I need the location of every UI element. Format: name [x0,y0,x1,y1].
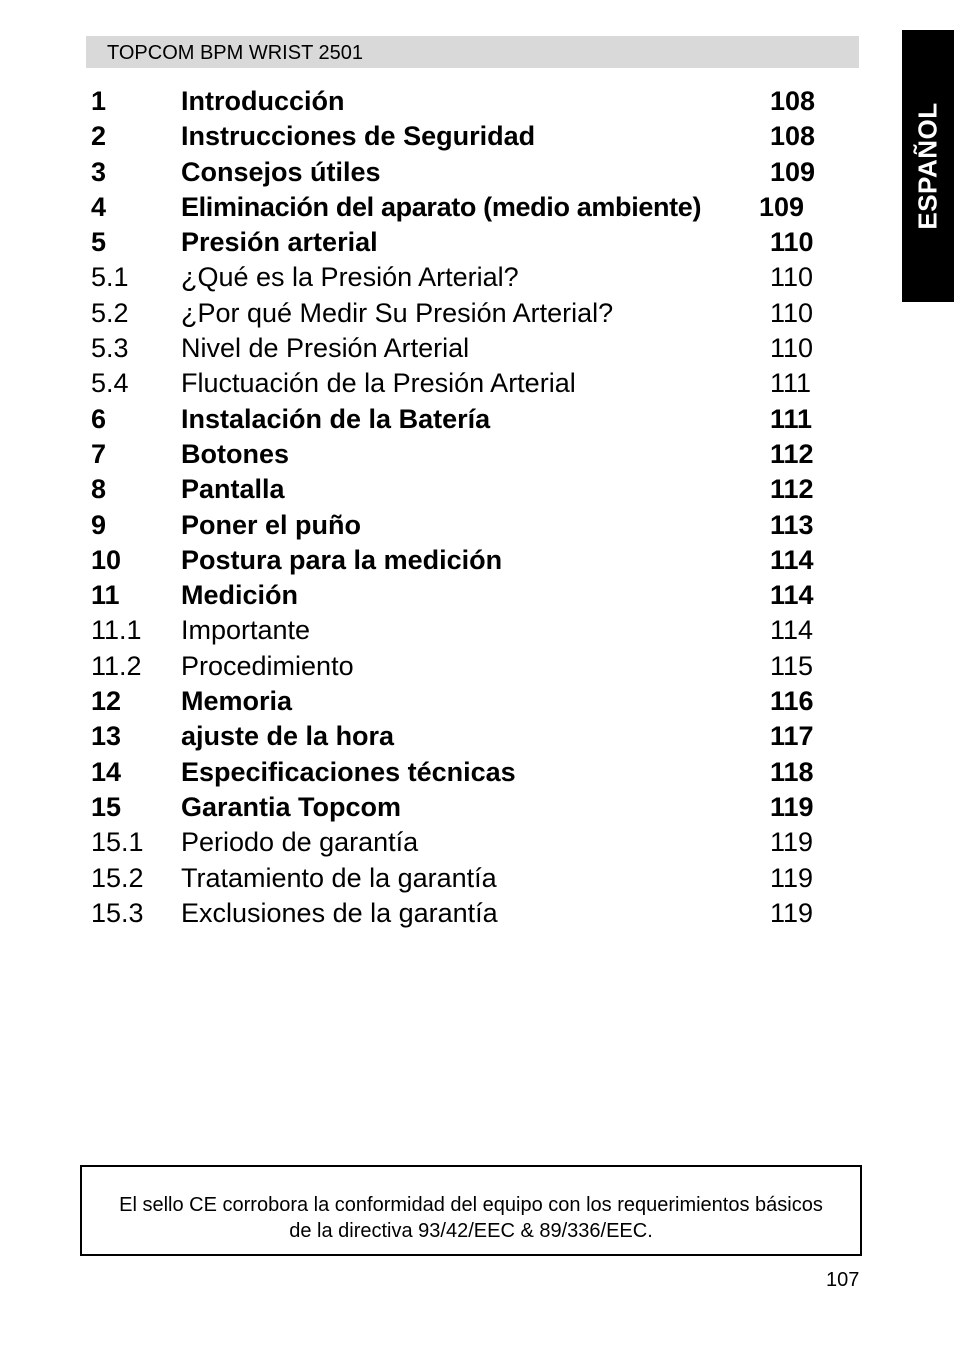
toc-entry-number: 12 [91,686,122,717]
toc-entry-page: 112 [770,438,814,469]
toc-entry-title: Presión arterial [181,227,378,258]
toc-entry[interactable] [91,825,851,860]
toc-entry-page: 112 [770,474,814,505]
language-tab-label: ESPAÑOL [912,102,943,230]
toc-entry-title: Tratamiento de la garantía [181,862,497,893]
toc-entry-page: 114 [770,544,814,575]
toc-entry-number: 6 [91,403,107,434]
toc-entry-title: Nivel de Presión Arterial [181,333,470,364]
toc-entry-number: 11.1 [91,615,142,646]
toc-entry[interactable] [91,578,851,613]
toc-entry-page: 109 [759,191,805,222]
toc-entry-number: 15.1 [91,827,144,858]
toc-entry-title: Medición [181,580,299,611]
toc-entry-number: 8 [91,474,107,505]
toc-entry[interactable] [91,402,851,437]
toc-entry[interactable] [91,119,851,154]
toc-entry-title: Fluctuación de la Presión Arterial [181,368,576,399]
toc-entry-title: Instrucciones de Seguridad [181,121,536,152]
toc-entry[interactable] [91,296,851,331]
toc-entry-number: 2 [91,121,107,152]
toc-entry-page: 110 [770,227,814,258]
toc-entry-page: 109 [770,156,816,187]
toc-entry-number: 5.4 [91,368,129,399]
toc-entry-page: 110 [770,262,814,293]
toc-entry-number: 15.3 [91,897,144,928]
toc-entry[interactable] [91,155,851,190]
toc-entry-page: 119 [770,862,814,893]
toc-entry-title: Introducción [181,86,345,116]
toc-entry[interactable] [91,896,851,931]
ce-notice-box [80,1165,862,1256]
toc-entry-number: 5.1 [91,262,129,293]
toc-entry-title: Periodo de garantía [181,827,419,858]
toc-entry-page: 111 [770,368,812,399]
toc-entry-title: Exclusiones de la garantía [181,897,498,928]
toc-entry-title: Botones [181,438,289,469]
toc-entry-title: Postura para la medición [181,544,503,575]
toc-entry[interactable] [91,472,851,507]
header-title: TOPCOM BPM WRIST 2501 [107,42,363,64]
toc-entry-page: 113 [770,509,814,540]
toc-entry-number: 13 [91,721,122,752]
toc-entry-page: 119 [770,897,814,928]
toc-entry[interactable] [91,613,851,648]
toc-entry-page: 119 [770,791,814,822]
toc-entry-number: 10 [91,544,122,575]
toc-entry-number: 3 [91,156,107,187]
toc-entry-page: 111 [770,403,813,434]
toc-entry-number: 9 [91,509,107,540]
toc-entry-number: 14 [91,756,122,787]
toc-entry-number: 4 [91,191,107,222]
toc-entry[interactable] [91,861,851,896]
toc-entry[interactable] [91,719,851,754]
toc-entry[interactable] [91,649,851,684]
toc-entry-page: 115 [770,650,814,681]
toc-entry-page: 118 [770,756,814,787]
toc-entry[interactable] [91,190,851,225]
table-of-contents [91,84,851,931]
toc-entry-title: Procedimiento [181,650,354,681]
toc-entry-title: Consejos útiles [181,156,381,187]
toc-entry-page: 116 [770,686,814,717]
ce-notice-text [82,1192,860,1244]
toc-entry[interactable] [91,331,851,366]
toc-entry[interactable] [91,260,851,295]
running-header [86,36,859,68]
toc-entry-number: 15 [91,791,122,822]
toc-entry-number: 7 [91,438,107,469]
toc-entry[interactable] [91,684,851,719]
toc-entry-number: 5 [91,227,107,258]
toc-entry-title: Memoria [181,686,293,717]
toc-entry-number: 11 [91,580,120,611]
toc-entry-page: 110 [770,333,814,364]
toc-entry-page: 108 [770,121,816,152]
toc-entry[interactable] [91,508,851,543]
toc-entry-page: 110 [770,297,814,328]
toc-entry-title: Especificaciones técnicas [181,756,516,787]
toc-entry-title: Eliminación del aparato (medio ambiente) [181,191,702,222]
toc-entry-title: ¿Por qué Medir Su Presión Arterial? [181,297,614,328]
toc-entry[interactable] [91,437,851,472]
toc-entry-number: 5.3 [91,333,129,364]
toc-entry-number: 15.2 [91,862,144,893]
toc-entry-title: Garantia Topcom [181,791,402,822]
toc-entry-page: 117 [770,721,814,752]
ce-notice-line-1: El sello CE corrobora la conformidad del equipo con los requerimientos básicos [119,1194,823,1216]
toc-entry-page: 114 [770,580,814,611]
toc-entry[interactable] [91,84,851,119]
toc-entry-title: Pantalla [181,474,285,505]
toc-entry-title: Instalación de la Batería [181,403,491,434]
toc-entry-title: Importante [181,615,311,646]
toc-entry-number: 1 [91,86,107,116]
toc-entry-number: 5.2 [91,297,129,328]
toc-entry[interactable] [91,225,851,260]
toc-entry-title: ajuste de la hora [181,721,395,752]
language-tab [902,30,954,302]
toc-entry-title: Poner el puño [181,509,362,540]
toc-entry-page: 119 [770,827,814,858]
page-number: 107 [826,1269,860,1291]
toc-entry-page: 108 [770,86,816,116]
toc-entry-number: 11.2 [91,650,142,681]
toc-entry[interactable] [91,543,851,578]
toc-entry[interactable] [91,755,851,790]
toc-entry[interactable] [91,366,851,401]
toc-entry-title: ¿Qué es la Presión Arterial? [181,262,519,293]
toc-entry-page: 114 [770,615,814,646]
ce-notice-line-2: de la directiva 93/42/EEC & 89/336/EEC. [289,1220,653,1242]
toc-entry[interactable] [91,790,851,825]
